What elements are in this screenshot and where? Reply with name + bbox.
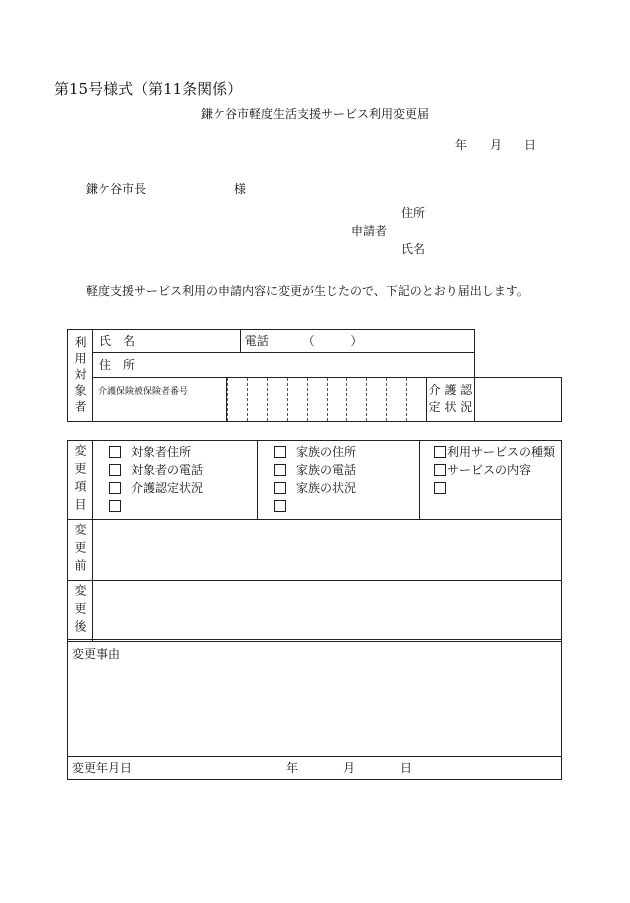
- date-year: 年: [455, 138, 468, 152]
- change-before-field[interactable]: [93, 520, 562, 581]
- addressee-honorific: 様: [234, 182, 247, 196]
- change-item-family-phone[interactable]: 家族の電話: [274, 461, 419, 479]
- change-item-family-status[interactable]: 家族の状況: [274, 479, 419, 497]
- change-date-year[interactable]: 年: [286, 757, 343, 780]
- checkbox-icon: [109, 446, 121, 458]
- change-items-col3: [420, 441, 562, 520]
- document-title: 鎌ケ谷市軽度生活支援サービス利用変更届: [200, 107, 429, 121]
- checkbox-icon: [274, 482, 286, 494]
- change-before-label: 変更前: [68, 520, 93, 581]
- change-item-other-1[interactable]: [109, 497, 257, 515]
- change-reason-field[interactable]: [68, 640, 562, 757]
- care-status-field[interactable]: [475, 378, 562, 422]
- change-item-other-2[interactable]: [274, 497, 419, 515]
- change-items-col1: [93, 441, 258, 520]
- change-reason-label: 変更事由: [72, 647, 121, 661]
- change-items-table: [67, 440, 562, 642]
- checkbox-icon: [274, 500, 286, 512]
- name-field[interactable]: 氏 名: [93, 330, 241, 353]
- change-item-service-type[interactable]: 利用サービスの種類: [434, 443, 561, 461]
- change-items-label: 変更項目: [68, 441, 93, 520]
- checkbox-icon: [434, 464, 446, 476]
- change-item-target-phone[interactable]: 対象者の電話: [109, 461, 257, 479]
- applicant-label: 申請者: [351, 224, 388, 238]
- change-items-col2: [258, 441, 420, 520]
- change-item-service-content[interactable]: サービスの内容: [434, 461, 561, 479]
- checkbox-icon: [109, 500, 121, 512]
- change-after-label: 変更後: [68, 581, 93, 642]
- change-date-month[interactable]: 月: [343, 757, 400, 780]
- phone-field[interactable]: 電話 （ ）: [240, 330, 474, 353]
- checkbox-icon: [109, 464, 121, 476]
- address-field[interactable]: 住 所: [93, 353, 475, 378]
- user-info-table: [67, 329, 562, 422]
- addressee-name: 鎌ケ谷市長: [86, 182, 147, 196]
- change-date-day[interactable]: 日: [400, 757, 562, 780]
- checkbox-icon: [274, 464, 286, 476]
- checkbox-icon: [434, 482, 446, 494]
- change-after-field[interactable]: [93, 581, 562, 642]
- insurance-number-digits[interactable]: [227, 378, 427, 422]
- applicant-name-label: 氏名: [401, 242, 426, 256]
- date-day: 日: [524, 138, 537, 152]
- change-date-label: 変更年月日: [68, 757, 287, 780]
- applicant-address-label: 住所: [401, 206, 426, 220]
- user-side-label: 利用対象者: [68, 330, 93, 422]
- statement-text: 軽度支援サービス利用の申請内容に変更が生じたので、下記のとおり届出します。: [86, 284, 529, 298]
- change-reason-table: [67, 639, 562, 780]
- date-month: 月: [490, 138, 503, 152]
- checkbox-icon: [109, 482, 121, 494]
- care-status-label: 介 護 認 定 状 況: [427, 378, 475, 422]
- form-id: 第15号様式（第11条関係）: [54, 80, 243, 98]
- change-item-care-status[interactable]: 介護認定状況: [109, 479, 257, 497]
- checkbox-icon: [434, 446, 446, 458]
- change-item-other-3[interactable]: [434, 479, 561, 497]
- checkbox-icon: [274, 446, 286, 458]
- change-item-family-address[interactable]: 家族の住所: [274, 443, 419, 461]
- insurance-number-label: 介護保険被保険者番号: [93, 378, 227, 422]
- change-item-target-address[interactable]: 対象者住所: [109, 443, 257, 461]
